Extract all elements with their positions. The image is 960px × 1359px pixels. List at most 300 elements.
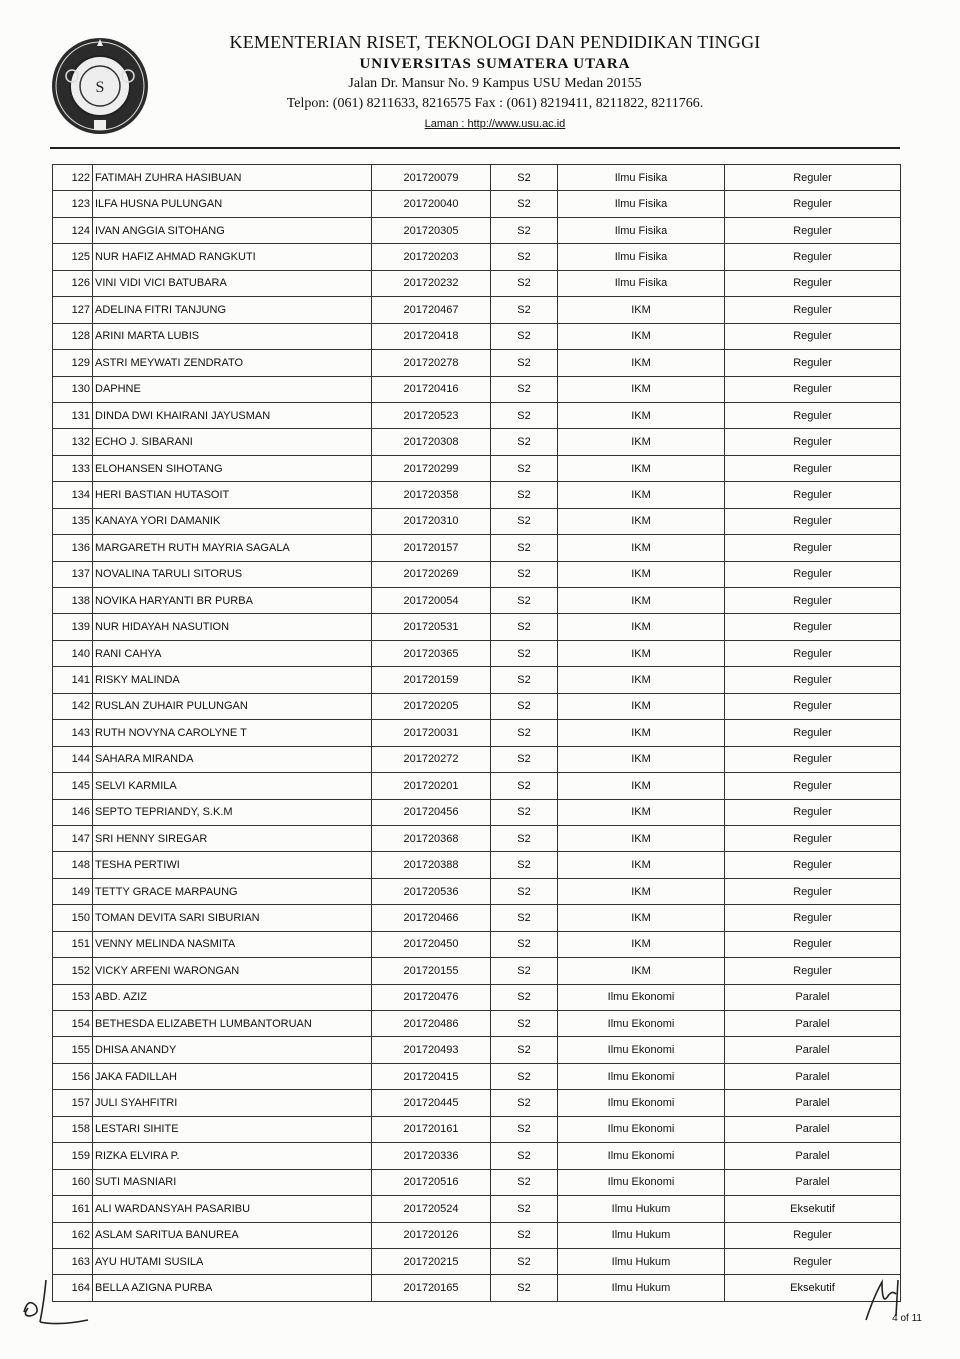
student-name: ELOHANSEN SIHOTANG <box>93 455 372 481</box>
study-program: Ilmu Hukum <box>558 1196 725 1222</box>
student-name: RUSLAN ZUHAIR PULUNGAN <box>93 693 372 719</box>
degree-level: S2 <box>491 1011 558 1037</box>
degree-level: S2 <box>491 429 558 455</box>
student-name: NUR HAFIZ AHMAD RANGKUTI <box>93 244 372 270</box>
study-program: IKM <box>558 508 725 534</box>
student-id: 201720203 <box>372 244 491 270</box>
program-type: Reguler <box>725 799 901 825</box>
degree-level: S2 <box>491 1063 558 1089</box>
university-seal-icon <box>50 36 150 136</box>
study-program: Ilmu Ekonomi <box>558 1143 725 1169</box>
program-type: Reguler <box>725 588 901 614</box>
student-name: RUTH NOVYNA CAROLYNE T <box>93 720 372 746</box>
degree-level: S2 <box>491 588 558 614</box>
row-number: 154 <box>53 1011 93 1037</box>
study-program: Ilmu Ekonomi <box>558 1169 725 1195</box>
student-id: 201720524 <box>372 1196 491 1222</box>
degree-level: S2 <box>491 482 558 508</box>
table-row <box>53 1090 901 1116</box>
study-program: Ilmu Fisika <box>558 270 725 296</box>
degree-level: S2 <box>491 508 558 534</box>
table-row <box>53 905 901 931</box>
student-name: DHISA ANANDY <box>93 1037 372 1063</box>
study-program: IKM <box>558 720 725 746</box>
student-id: 201720310 <box>372 508 491 534</box>
table-row <box>53 667 901 693</box>
study-program: IKM <box>558 588 725 614</box>
study-program: IKM <box>558 482 725 508</box>
student-name: ALI WARDANSYAH PASARIBU <box>93 1196 372 1222</box>
table-row <box>53 350 901 376</box>
degree-level: S2 <box>491 693 558 719</box>
study-program: Ilmu Ekonomi <box>558 1116 725 1142</box>
table-row <box>53 693 901 719</box>
study-program: Ilmu Fisika <box>558 244 725 270</box>
row-number: 125 <box>53 244 93 270</box>
student-name: SEPTO TEPRIANDY, S.K.M <box>93 799 372 825</box>
signature-initial-left <box>18 1272 98 1332</box>
degree-level: S2 <box>491 852 558 878</box>
student-name: VENNY MELINDA NASMITA <box>93 931 372 957</box>
student-id: 201720358 <box>372 482 491 508</box>
table-row <box>53 614 901 640</box>
row-number: 162 <box>53 1222 93 1248</box>
student-id: 201720308 <box>372 429 491 455</box>
table-row <box>53 984 901 1010</box>
study-program: Ilmu Fisika <box>558 191 725 217</box>
degree-level: S2 <box>491 1090 558 1116</box>
program-type: Reguler <box>725 1222 901 1248</box>
row-number: 127 <box>53 297 93 323</box>
student-name: NUR HIDAYAH NASUTION <box>93 614 372 640</box>
student-name: TESHA PERTIWI <box>93 852 372 878</box>
row-number: 137 <box>53 561 93 587</box>
student-name: HERI BASTIAN HUTASOIT <box>93 482 372 508</box>
row-number: 126 <box>53 270 93 296</box>
table-row <box>53 1222 901 1248</box>
row-number: 129 <box>53 350 93 376</box>
student-id: 201720476 <box>372 984 491 1010</box>
student-name: TETTY GRACE MARPAUNG <box>93 878 372 904</box>
degree-level: S2 <box>491 825 558 851</box>
row-number: 150 <box>53 905 93 931</box>
student-name: NOVALINA TARULI SITORUS <box>93 561 372 587</box>
degree-level: S2 <box>491 1169 558 1195</box>
row-number: 141 <box>53 667 93 693</box>
student-table <box>52 164 901 1302</box>
student-id: 201720456 <box>372 799 491 825</box>
program-type: Reguler <box>725 297 901 323</box>
student-id: 201720523 <box>372 402 491 428</box>
student-id: 201720269 <box>372 561 491 587</box>
program-type: Paralel <box>725 1011 901 1037</box>
student-id: 201720201 <box>372 773 491 799</box>
student-name: ADELINA FITRI TANJUNG <box>93 297 372 323</box>
table-row <box>53 1196 901 1222</box>
program-type: Reguler <box>725 958 901 984</box>
table-row <box>53 561 901 587</box>
student-name: TOMAN DEVITA SARI SIBURIAN <box>93 905 372 931</box>
student-name: ASLAM SARITUA BANUREA <box>93 1222 372 1248</box>
row-number: 134 <box>53 482 93 508</box>
program-type: Eksekutif <box>725 1275 901 1301</box>
study-program: Ilmu Fisika <box>558 165 725 191</box>
row-number: 147 <box>53 825 93 851</box>
study-program: IKM <box>558 799 725 825</box>
row-number: 136 <box>53 535 93 561</box>
degree-level: S2 <box>491 1196 558 1222</box>
student-name: SUTI MASNIARI <box>93 1169 372 1195</box>
student-id: 201720215 <box>372 1248 491 1274</box>
table-row <box>53 508 901 534</box>
study-program: Ilmu Fisika <box>558 217 725 243</box>
website-link[interactable]: Laman : http://www.usu.ac.id <box>424 118 566 130</box>
degree-level: S2 <box>491 165 558 191</box>
table-row <box>53 323 901 349</box>
row-number: 159 <box>53 1143 93 1169</box>
row-number: 140 <box>53 640 93 666</box>
program-type: Reguler <box>725 535 901 561</box>
student-name: ABD. AZIZ <box>93 984 372 1010</box>
table-row <box>53 482 901 508</box>
table-row <box>53 191 901 217</box>
student-id: 201720365 <box>372 640 491 666</box>
table-row <box>53 878 901 904</box>
student-name: SELVI KARMILA <box>93 773 372 799</box>
program-type: Reguler <box>725 376 901 402</box>
student-id: 201720467 <box>372 297 491 323</box>
student-name: MARGARETH RUTH MAYRIA SAGALA <box>93 535 372 561</box>
row-number: 153 <box>53 984 93 1010</box>
degree-level: S2 <box>491 746 558 772</box>
letterhead <box>0 0 960 150</box>
study-program: IKM <box>558 693 725 719</box>
program-type: Reguler <box>725 905 901 931</box>
student-name: BELLA AZIGNA PURBA <box>93 1275 372 1301</box>
degree-level: S2 <box>491 244 558 270</box>
row-number: 160 <box>53 1169 93 1195</box>
row-number: 164 <box>53 1275 93 1301</box>
degree-level: S2 <box>491 1275 558 1301</box>
student-id: 201720159 <box>372 667 491 693</box>
study-program: IKM <box>558 746 725 772</box>
program-type: Paralel <box>725 1037 901 1063</box>
table-row <box>53 1037 901 1063</box>
letterhead-text <box>225 30 765 134</box>
program-type: Paralel <box>725 1116 901 1142</box>
degree-level: S2 <box>491 350 558 376</box>
program-type: Reguler <box>725 746 901 772</box>
row-number: 157 <box>53 1090 93 1116</box>
study-program: IKM <box>558 878 725 904</box>
degree-level: S2 <box>491 561 558 587</box>
program-type: Paralel <box>725 1169 901 1195</box>
study-program: IKM <box>558 323 725 349</box>
table-row <box>53 429 901 455</box>
row-number: 163 <box>53 1248 93 1274</box>
table-row <box>53 297 901 323</box>
student-name: DAPHNE <box>93 376 372 402</box>
degree-level: S2 <box>491 217 558 243</box>
degree-level: S2 <box>491 1143 558 1169</box>
program-type: Reguler <box>725 825 901 851</box>
student-name: KANAYA YORI DAMANIK <box>93 508 372 534</box>
program-type: Reguler <box>725 878 901 904</box>
student-id: 201720531 <box>372 614 491 640</box>
row-number: 130 <box>53 376 93 402</box>
student-name: JULI SYAHFITRI <box>93 1090 372 1116</box>
degree-level: S2 <box>491 323 558 349</box>
study-program: IKM <box>558 614 725 640</box>
table-row <box>53 746 901 772</box>
study-program: Ilmu Ekonomi <box>558 1011 725 1037</box>
degree-level: S2 <box>491 958 558 984</box>
student-name: BETHESDA ELIZABETH LUMBANTORUAN <box>93 1011 372 1037</box>
row-number: 152 <box>53 958 93 984</box>
degree-level: S2 <box>491 720 558 746</box>
student-name: LESTARI SIHITE <box>93 1116 372 1142</box>
study-program: IKM <box>558 667 725 693</box>
header-divider <box>50 147 900 149</box>
study-program: IKM <box>558 297 725 323</box>
student-name: FATIMAH ZUHRA HASIBUAN <box>93 165 372 191</box>
program-type: Reguler <box>725 402 901 428</box>
table-row <box>53 1116 901 1142</box>
row-number: 132 <box>53 429 93 455</box>
student-list <box>52 164 901 1302</box>
student-id: 201720466 <box>372 905 491 931</box>
student-id: 201720536 <box>372 878 491 904</box>
program-type: Paralel <box>725 1063 901 1089</box>
study-program: Ilmu Ekonomi <box>558 1037 725 1063</box>
degree-level: S2 <box>491 376 558 402</box>
degree-level: S2 <box>491 931 558 957</box>
table-row <box>53 799 901 825</box>
degree-level: S2 <box>491 640 558 666</box>
student-name: ARINI MARTA LUBIS <box>93 323 372 349</box>
university-name: UNIVERSITAS SUMATERA UTARA <box>359 56 631 72</box>
row-number: 145 <box>53 773 93 799</box>
row-number: 156 <box>53 1063 93 1089</box>
row-number: 123 <box>53 191 93 217</box>
study-program: IKM <box>558 825 725 851</box>
table-row <box>53 958 901 984</box>
student-id: 201720368 <box>372 825 491 851</box>
program-type: Reguler <box>725 165 901 191</box>
table-row <box>53 1011 901 1037</box>
program-type: Reguler <box>725 482 901 508</box>
degree-level: S2 <box>491 402 558 428</box>
degree-level: S2 <box>491 297 558 323</box>
student-name: SAHARA MIRANDA <box>93 746 372 772</box>
student-name: RIZKA ELVIRA P. <box>93 1143 372 1169</box>
student-id: 201720415 <box>372 1063 491 1089</box>
program-type: Reguler <box>725 455 901 481</box>
row-number: 135 <box>53 508 93 534</box>
student-name: AYU HUTAMI SUSILA <box>93 1248 372 1274</box>
row-number: 146 <box>53 799 93 825</box>
study-program: IKM <box>558 931 725 957</box>
study-program: Ilmu Hukum <box>558 1222 725 1248</box>
study-program: Ilmu Hukum <box>558 1248 725 1274</box>
table-row <box>53 270 901 296</box>
table-row <box>53 402 901 428</box>
student-id: 201720516 <box>372 1169 491 1195</box>
student-id: 201720157 <box>372 535 491 561</box>
student-id: 201720040 <box>372 191 491 217</box>
degree-level: S2 <box>491 667 558 693</box>
table-row <box>53 931 901 957</box>
phone-fax: Telpon: (061) 8211633, 8216575 Fax : (061) 8219411, 8211822, 8211766. <box>286 96 704 111</box>
table-row <box>53 825 901 851</box>
degree-level: S2 <box>491 878 558 904</box>
degree-level: S2 <box>491 905 558 931</box>
student-name: VINI VIDI VICI BATUBARA <box>93 270 372 296</box>
row-number: 142 <box>53 693 93 719</box>
study-program: IKM <box>558 958 725 984</box>
student-name: ILFA HUSNA PULUNGAN <box>93 191 372 217</box>
table-row <box>53 217 901 243</box>
table-row <box>53 535 901 561</box>
study-program: IKM <box>558 376 725 402</box>
table-row <box>53 455 901 481</box>
student-id: 201720079 <box>372 165 491 191</box>
student-name: JAKA FADILLAH <box>93 1063 372 1089</box>
student-name: RISKY MALINDA <box>93 667 372 693</box>
row-number: 155 <box>53 1037 93 1063</box>
study-program: IKM <box>558 905 725 931</box>
degree-level: S2 <box>491 191 558 217</box>
student-id: 201720486 <box>372 1011 491 1037</box>
study-program: IKM <box>558 852 725 878</box>
degree-level: S2 <box>491 1222 558 1248</box>
row-number: 161 <box>53 1196 93 1222</box>
program-type: Paralel <box>725 1090 901 1116</box>
degree-level: S2 <box>491 984 558 1010</box>
program-type: Reguler <box>725 640 901 666</box>
student-id: 201720054 <box>372 588 491 614</box>
row-number: 122 <box>53 165 93 191</box>
row-number: 151 <box>53 931 93 957</box>
student-id: 201720278 <box>372 350 491 376</box>
student-id: 201720388 <box>372 852 491 878</box>
svg-text:S: S <box>95 79 105 96</box>
program-type: Reguler <box>725 693 901 719</box>
student-name: VICKY ARFENI WARONGAN <box>93 958 372 984</box>
student-id: 201720126 <box>372 1222 491 1248</box>
study-program: Ilmu Ekonomi <box>558 984 725 1010</box>
student-id: 201720493 <box>372 1037 491 1063</box>
table-row <box>53 852 901 878</box>
table-row <box>53 588 901 614</box>
row-number: 148 <box>53 852 93 878</box>
student-name: ECHO J. SIBARANI <box>93 429 372 455</box>
study-program: Ilmu Ekonomi <box>558 1063 725 1089</box>
study-program: IKM <box>558 535 725 561</box>
study-program: IKM <box>558 402 725 428</box>
degree-level: S2 <box>491 1248 558 1274</box>
student-name: NOVIKA HARYANTI BR PURBA <box>93 588 372 614</box>
student-id: 201720336 <box>372 1143 491 1169</box>
degree-level: S2 <box>491 1037 558 1063</box>
table-row <box>53 1063 901 1089</box>
student-name: DINDA DWI KHAIRANI JAYUSMAN <box>93 402 372 428</box>
table-row <box>53 244 901 270</box>
row-number: 143 <box>53 720 93 746</box>
student-name: ASTRI MEYWATI ZENDRATO <box>93 350 372 376</box>
program-type: Reguler <box>725 1248 901 1274</box>
student-id: 201720155 <box>372 958 491 984</box>
student-id: 201720445 <box>372 1090 491 1116</box>
program-type: Paralel <box>725 1143 901 1169</box>
program-type: Eksekutif <box>725 1196 901 1222</box>
program-type: Reguler <box>725 217 901 243</box>
table-row <box>53 376 901 402</box>
table-row <box>53 1169 901 1195</box>
study-program: IKM <box>558 429 725 455</box>
student-name: RANI CAHYA <box>93 640 372 666</box>
study-program: IKM <box>558 350 725 376</box>
degree-level: S2 <box>491 773 558 799</box>
ministry-name: KEMENTERIAN RISET, TEKNOLOGI DAN PENDIDIKAN TINGGI <box>229 32 761 52</box>
table-row <box>53 165 901 191</box>
student-id: 201720299 <box>372 455 491 481</box>
row-number: 131 <box>53 402 93 428</box>
student-name: SRI HENNY SIREGAR <box>93 825 372 851</box>
program-type: Reguler <box>725 931 901 957</box>
table-row <box>53 1275 901 1301</box>
program-type: Reguler <box>725 244 901 270</box>
degree-level: S2 <box>491 455 558 481</box>
program-type: Reguler <box>725 561 901 587</box>
table-row <box>53 1143 901 1169</box>
program-type: Reguler <box>725 323 901 349</box>
program-type: Reguler <box>725 614 901 640</box>
program-type: Reguler <box>725 508 901 534</box>
program-type: Reguler <box>725 350 901 376</box>
row-number: 124 <box>53 217 93 243</box>
program-type: Reguler <box>725 667 901 693</box>
student-name: IVAN ANGGIA SITOHANG <box>93 217 372 243</box>
table-row <box>53 773 901 799</box>
degree-level: S2 <box>491 1116 558 1142</box>
program-type: Reguler <box>725 852 901 878</box>
degree-level: S2 <box>491 614 558 640</box>
row-number: 144 <box>53 746 93 772</box>
row-number: 138 <box>53 588 93 614</box>
table-row <box>53 1248 901 1274</box>
row-number: 133 <box>53 455 93 481</box>
row-number: 158 <box>53 1116 93 1142</box>
table-row <box>53 720 901 746</box>
study-program: IKM <box>558 561 725 587</box>
program-type: Reguler <box>725 720 901 746</box>
student-id: 201720450 <box>372 931 491 957</box>
program-type: Reguler <box>725 429 901 455</box>
student-id: 201720205 <box>372 693 491 719</box>
study-program: Ilmu Ekonomi <box>558 1090 725 1116</box>
study-program: IKM <box>558 640 725 666</box>
student-id: 201720305 <box>372 217 491 243</box>
degree-level: S2 <box>491 799 558 825</box>
row-number: 149 <box>53 878 93 904</box>
program-type: Reguler <box>725 191 901 217</box>
student-id: 201720418 <box>372 323 491 349</box>
degree-level: S2 <box>491 535 558 561</box>
program-type: Reguler <box>725 773 901 799</box>
row-number: 139 <box>53 614 93 640</box>
student-id: 201720272 <box>372 746 491 772</box>
